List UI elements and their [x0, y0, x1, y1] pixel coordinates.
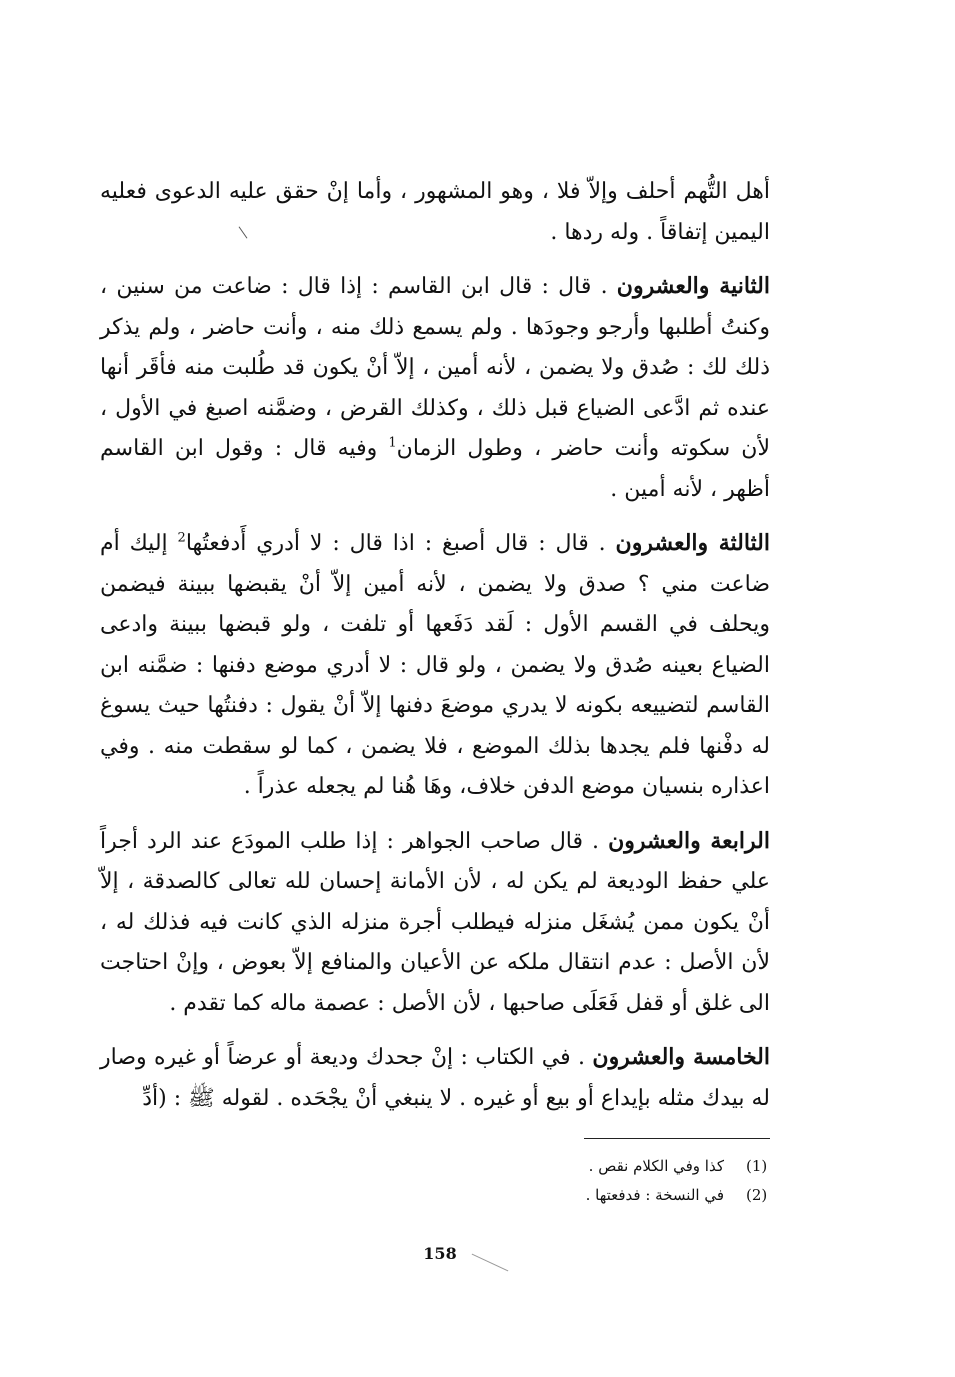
paragraph-text-cont: وفيه قال : وقول ابن القاسم أظهر ، لأنه أمين .: [100, 436, 770, 502]
page-number: 158: [423, 1244, 457, 1263]
main-text: [100, 172, 770, 1132]
paragraph-22: [100, 266, 770, 510]
paragraph-text: . قال صاحب الجواهر : إذا طلب المودَع عند الرد أجراً علي حفظ الوديعة لم يكن له ، لأن الأمانة إحسان لله تعالى كالصدقة ، إلاّ أنْ يكون ممن يُشغَل منزله فيطلب أجرة منزله الذي كانت فيه فذلك له ، لأن الأصل : عدم انتقال ملكه عن الأعيان والمنافع إلاّ بعوض ، وإنْ احتاجت الى غلق أو قفل فَعَلَى صاحبها ، لأن الأصل : عصمة ماله كما تقدم .: [100, 828, 770, 1016]
paragraph-23: [100, 523, 770, 808]
paragraph-text: . قال : قال ابن القاسم : إذا قال : ضاعت من سنين ، وكنتُ أطلبها وأرجو وجودَها . ولم يسمع ذلك منه ، وأنت حاضر ، ولم يذكر ذلك لك : صُدق ولا يضمن ، لأنه أمين ، إلاّ أنْ يكون قد طُلبت منه فأقَر أنها عنده ثم ادَّعى الضياع قبل ذلك ، وكذلك القرض ، وضمَّنه اصبغ في الأول ، لأن سكوته وأنت حاضر ، وطول الزمان: [100, 274, 770, 461]
footnote-ref-1[interactable]: 1: [388, 435, 397, 451]
footnote-ref-2[interactable]: 2: [177, 530, 186, 546]
paragraph-heading: الثالثة والعشرون: [615, 530, 770, 556]
paragraph-heading: الثانية والعشرون: [616, 273, 770, 299]
paragraph-text: . في الكتاب : إنْ جحدك وديعة أو عرضاً أو غيره وصار له بيدك مثله بإيداع أو بيع أو غيره . لا ينبغي أنْ يجْحَده . لقوله ﷺ : (أدِّ: [100, 1045, 770, 1111]
footnote-number: (2): [746, 1186, 768, 1204]
paragraph-24: [100, 821, 770, 1025]
footnote-text: في النسخة : فدفعتها .: [585, 1186, 724, 1204]
paragraph-heading: الرابعة والعشرون: [608, 827, 770, 854]
footnote-1: [480, 1152, 770, 1181]
footnotes: [480, 1152, 770, 1210]
paragraph-text-cont: إليك أم ضاعت مني ؟ صدق ولا يضمن ، لأنه أمين إلاّ أنْ يقبضها ببينة فيضمن ويحلف في القسم الأول : لَقد دَفَعها أو تلفت ، ولو قبضها ببينة وادعى الضياع بعينه صُدق ولا يضمن ، ولو قال : لا أدري موضع دفنها : ضمَّنه ابن القاسم لتضييعه بكونه لا يدري موضعَ دفنها إلاّ أنْ يقول : دفنتُها حيث يسوغ له دفْنها فلم يجدها بذلك الموضع ، فلا يضمن ، كما لو سقطت منه . وفي اعذاره بنسيان موضع الدفن خلاف، وهَا هُنا لم يجعله عذراً .: [100, 531, 770, 799]
footnote-separator: [584, 1138, 770, 1139]
paragraph-25: [100, 1037, 770, 1119]
footnote-text: كذا وفي الكلام نقص .: [588, 1157, 724, 1175]
paragraph-text: . قال : قال أصبغ : اذا قال : لا أدري أَدفعتُها: [185, 531, 606, 556]
paragraph-heading: الخامسة والعشرون: [592, 1044, 770, 1070]
paragraph-intro: [100, 172, 770, 253]
footnote-number: (1): [746, 1157, 768, 1175]
footnote-2: [480, 1181, 770, 1210]
paragraph-text: أهل التُّهم أحلف وإلاّ فلا ، وهو المشهور ، وأما إنْ حقق عليه الدعوى فعليه اليمين إتفاقاً . وله ردها .: [100, 179, 770, 245]
